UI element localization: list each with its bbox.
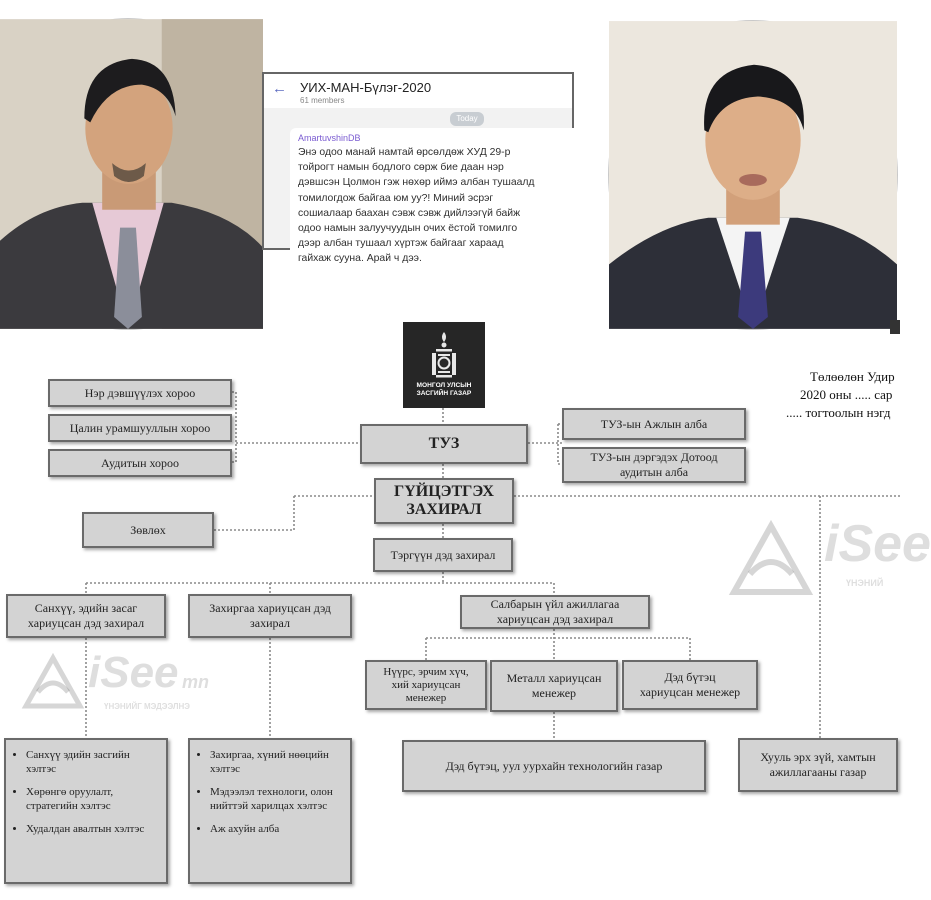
message-line: гайхаж суунa. Арай ч дээ. <box>298 253 422 265</box>
document-note-line: 2020 оны ..... сар <box>800 387 893 402</box>
internal-audit-line: ТУЗ-ын дэргэдэх Дотоод <box>590 450 718 464</box>
document-note <box>786 368 900 422</box>
deputy-admin-line: захирал <box>250 616 290 630</box>
ceo-line: ГҮЙЦЭТГЭХ <box>394 483 494 500</box>
manager-coal-line: Нүүрс, эрчим хүч, <box>383 665 469 678</box>
watermark-logo-icon <box>20 652 86 714</box>
corner-mark-icon <box>890 320 900 334</box>
watermark-tagline: ҮНЭНИЙГ МЭДЭЭЛНЭ <box>104 702 190 711</box>
day-label: Today <box>450 112 484 126</box>
deputy-operations-line: Салбарын үйл ажиллагаа <box>490 597 620 611</box>
ceo-box <box>374 478 514 524</box>
internal-audit-box <box>562 447 746 483</box>
board-office-box: ТУЗ-ын Ажлын алба <box>562 408 746 440</box>
admin-unit-item: • Захиргаа, хүний нөөцийн хэлтэс <box>210 748 342 776</box>
chat-members-count: 61 members <box>300 96 345 105</box>
manager-coal-line: менежер <box>405 691 447 704</box>
document-note-line: ..... тогтоолын нэгд <box>786 405 891 420</box>
finance-unit-item: • Санхүү эдийн засгийн хэлтэс <box>26 748 158 776</box>
committee-audit: Аудитын хороо <box>48 449 232 477</box>
message-line: Энэ одоо манай намтай өрсөлдөж ХУД 29-р <box>298 147 511 158</box>
deputy-finance-box <box>6 594 166 638</box>
deputy-admin-line: Захиргаа хариуцсан дэд <box>209 601 331 615</box>
legal-department-box <box>738 738 898 792</box>
document-note-line: Төлөөлөн Удир <box>810 369 895 384</box>
message-line: сошиалаар баахан сэвж сэвж дийлээгүй байж <box>298 207 521 219</box>
internal-audit-line: аудитын алба <box>619 465 689 479</box>
emblem-line: ЗАСГИЙН ГАЗАР <box>416 390 472 397</box>
admin-unit-item: • Мэдээлэл технологи, олон нийттэй харилцах хэлтэс <box>210 785 342 813</box>
board-box: ТУЗ <box>360 424 528 464</box>
message-line: дэвшсэн Цолмон гэж нөхөр иймэ албан тушаалд <box>298 177 535 189</box>
legal-department-line: Хууль эрх зүй, хамтын <box>760 750 876 764</box>
deputy-finance-line: хариуцсан дэд захирал <box>27 616 145 630</box>
deputy-admin-box <box>188 594 352 638</box>
manager-coal-box <box>365 660 487 710</box>
advisor-box: Зөвлөх <box>82 512 214 548</box>
committee-remuneration: Цалин урамшууллын хороо <box>48 414 232 442</box>
message-line: одоо намын залуучуудын очих ёстой томилго <box>298 223 518 235</box>
committee-nomination: Нэр дэвшүүлэх хороо <box>48 379 232 407</box>
manager-infra-line: Дэд бүтэц <box>664 670 716 684</box>
watermark-left <box>20 648 230 718</box>
back-arrow-icon[interactable]: ← <box>272 80 287 97</box>
manager-infra-line: хариуцсан менежер <box>639 685 741 699</box>
message-line: тойрогт намын бодлого сөрж бие даан нэр <box>298 162 504 174</box>
message-line: дээр албан тушаал хүртэж байгааг хараад <box>298 238 504 250</box>
first-deputy-box: Тэргүүн дэд захирал <box>373 538 513 572</box>
admin-unit-item: • Аж ахуйн алба <box>210 822 342 836</box>
admin-units-box <box>188 738 352 884</box>
watermark-right <box>728 515 931 600</box>
watermark-suffix: mn <box>182 672 209 692</box>
soyombo-icon <box>424 330 464 380</box>
legal-department-line: ажиллагааны газар <box>769 765 867 779</box>
government-emblem <box>403 322 485 408</box>
finance-unit-item: • Хөрөнгө оруулалт, стратегийн хэлтэс <box>26 785 158 813</box>
deputy-operations-box <box>460 595 650 629</box>
watermark-logo-icon <box>728 520 814 600</box>
watermark-tagline: ҮНЭНИЙ <box>846 578 884 588</box>
finance-unit-item: • Худалдан авалтын хэлтэс <box>26 822 158 836</box>
chat-title: УИХ-МАН-Бүлэг-2020 <box>300 80 432 95</box>
watermark-brand: iSee <box>88 648 179 697</box>
manager-metal-line: менежер <box>531 686 577 700</box>
finance-units-box <box>4 738 168 884</box>
manager-metal-line: Металл хариуцсан <box>506 671 602 685</box>
message-sender: AmartuvshinDB <box>298 133 361 143</box>
message-line: томилогдож байгаа юм уу?! Миний эсрэг <box>298 192 494 204</box>
deputy-operations-line: хариуцсан дэд захирал <box>496 612 614 626</box>
ceo-line: ЗАХИРАЛ <box>406 501 482 518</box>
tech-department-box: Дэд бүтэц, уул уурхайн технологийн газар <box>402 740 706 792</box>
deputy-finance-line: Санхүү, эдийн засаг <box>34 601 138 615</box>
watermark-brand: iSee <box>824 515 931 573</box>
manager-metal-box <box>490 660 618 712</box>
manager-coal-line: хий хариуцсан <box>391 678 461 691</box>
manager-infra-box <box>622 660 758 710</box>
emblem-line: МОНГОЛ УЛСЫН <box>416 382 472 389</box>
